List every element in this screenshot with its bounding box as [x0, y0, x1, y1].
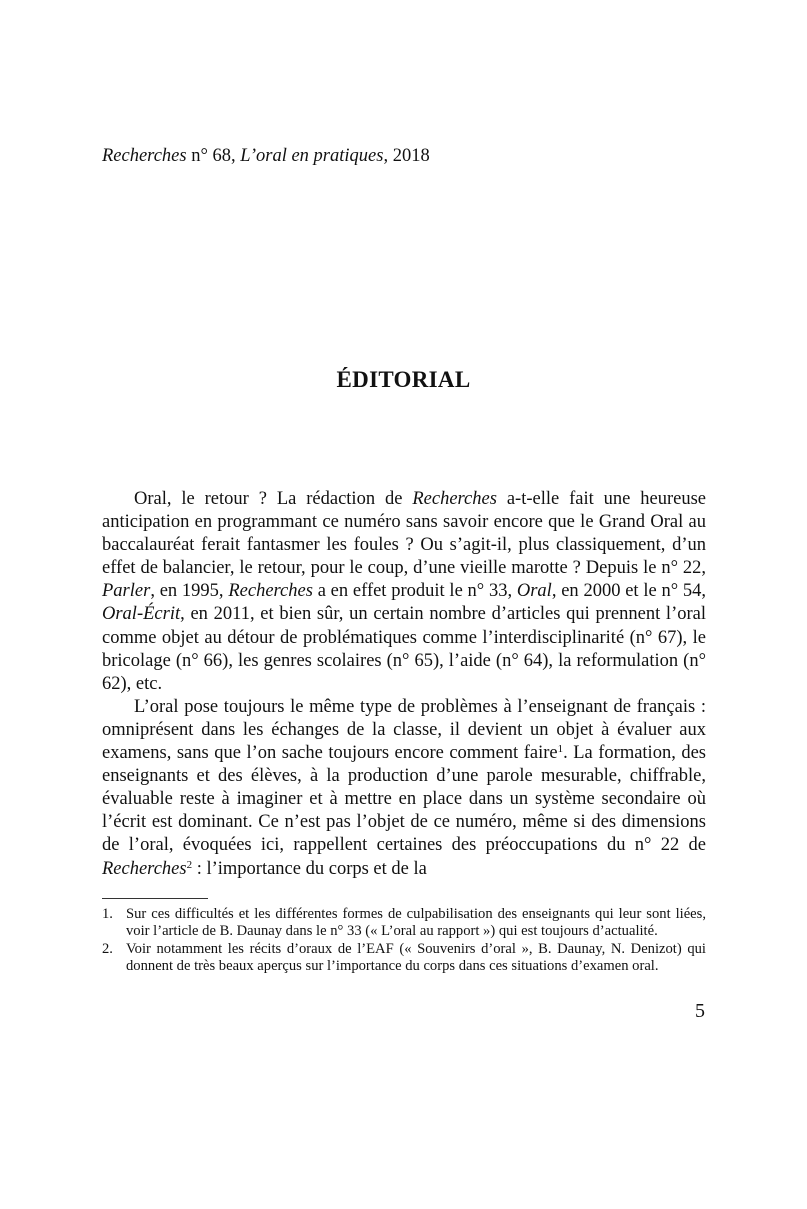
p2-italic-1: Recherches: [102, 858, 187, 879]
p1-italic-5: Oral-Écrit: [102, 604, 181, 625]
footnote-separator: [102, 898, 208, 899]
p1-italic-3: Recherches: [228, 581, 313, 602]
p1-text-2: a-t-elle fait une heureuse anticipation en programmant ce numéro sans savoir encore que le Grand Oral au baccalauréat ferait fantasmer les foules ? Ou s’agit-il, plus classiquement, d’un effet de balancier, le retour, pour le coup, d’une vieille marotte ? Depuis le n° 22,: [102, 489, 707, 579]
footnote-2: [102, 941, 706, 976]
footnote-number: 1.: [102, 906, 113, 922]
paragraph-2: [102, 696, 706, 881]
footnote-text: Voir notamment les récits d’oraux de l’EAF (« Souvenirs d’oral », B. Daunay, N. Denizot) qui donnent de très beaux aperçus sur l’importance du corps dans ces situations d’examen oral.: [126, 940, 706, 975]
p1-text-5: , en 2000 et le n° 54,: [551, 581, 707, 602]
p1-italic-2: Parler: [102, 581, 151, 602]
running-header: [102, 144, 430, 168]
header-issue: n° 68,: [186, 146, 241, 166]
page-title: ÉDITORIAL: [336, 367, 471, 392]
footnote-number: 2.: [102, 940, 113, 957]
p1-text-6: , en 2011, et bien sûr, un certain nombre d’articles qui prennent l’oral comme objet au détour de problématiques comme l’interdisciplinarité (n° 67), le bricolage (n° 66), les genres scolaires (n° 65), l’aide (n° 64), la reformulation (n° 62), etc.: [102, 604, 706, 694]
footnote-text: Sur ces difficultés et les différentes formes de culpabilisation des enseignants qui leur sont liées, voir l’article de B. Daunay dans le n° 33 (« L’oral au rapport ») qui est toujours d’actualité.: [126, 906, 706, 940]
header-year: , 2018: [383, 146, 430, 166]
footnote-ref-2[interactable]: 2: [186, 858, 193, 871]
p1-italic-4: Oral: [516, 581, 552, 602]
footnote-1: [102, 906, 706, 941]
footnote-ref-1[interactable]: 1: [557, 743, 564, 756]
header-journal: Recherches: [102, 146, 187, 166]
p2-text-2: . La formation, des enseignants et des élèves, à la production d’une parole mesurable, chiffrable, évaluable reste à imaginer et à mettre en place dans un système secondaire où l’écrit est dominant. Ce n’est pas l’objet de ce numéro, même si des dimensions de l’oral, évoquées ici, rappellent certaines des préoccupations du n° 22 de: [102, 743, 706, 856]
p1-text-3: , en 1995,: [150, 581, 229, 602]
body-text: [102, 488, 706, 881]
p1-text-1: Oral, le retour ? La rédaction de: [134, 489, 413, 509]
footnotes: [102, 906, 706, 976]
paragraph-1: [102, 488, 706, 696]
p1-text-4: a en effet produit le n° 33,: [312, 581, 517, 602]
p2-text-1: L’oral pose toujours le même type de problèmes à l’enseignant de français : omniprésent dans les échanges de la classe, il devient un objet à évaluer aux examens, sans que l’on sache toujours encore comment faire: [102, 696, 706, 764]
p2-text-3: : l’importance du corps et de la: [192, 858, 427, 879]
page-number: 5: [695, 1000, 705, 1022]
p1-italic-1: Recherches: [412, 489, 497, 509]
header-issue-title: L’oral en pratiques: [240, 146, 384, 166]
